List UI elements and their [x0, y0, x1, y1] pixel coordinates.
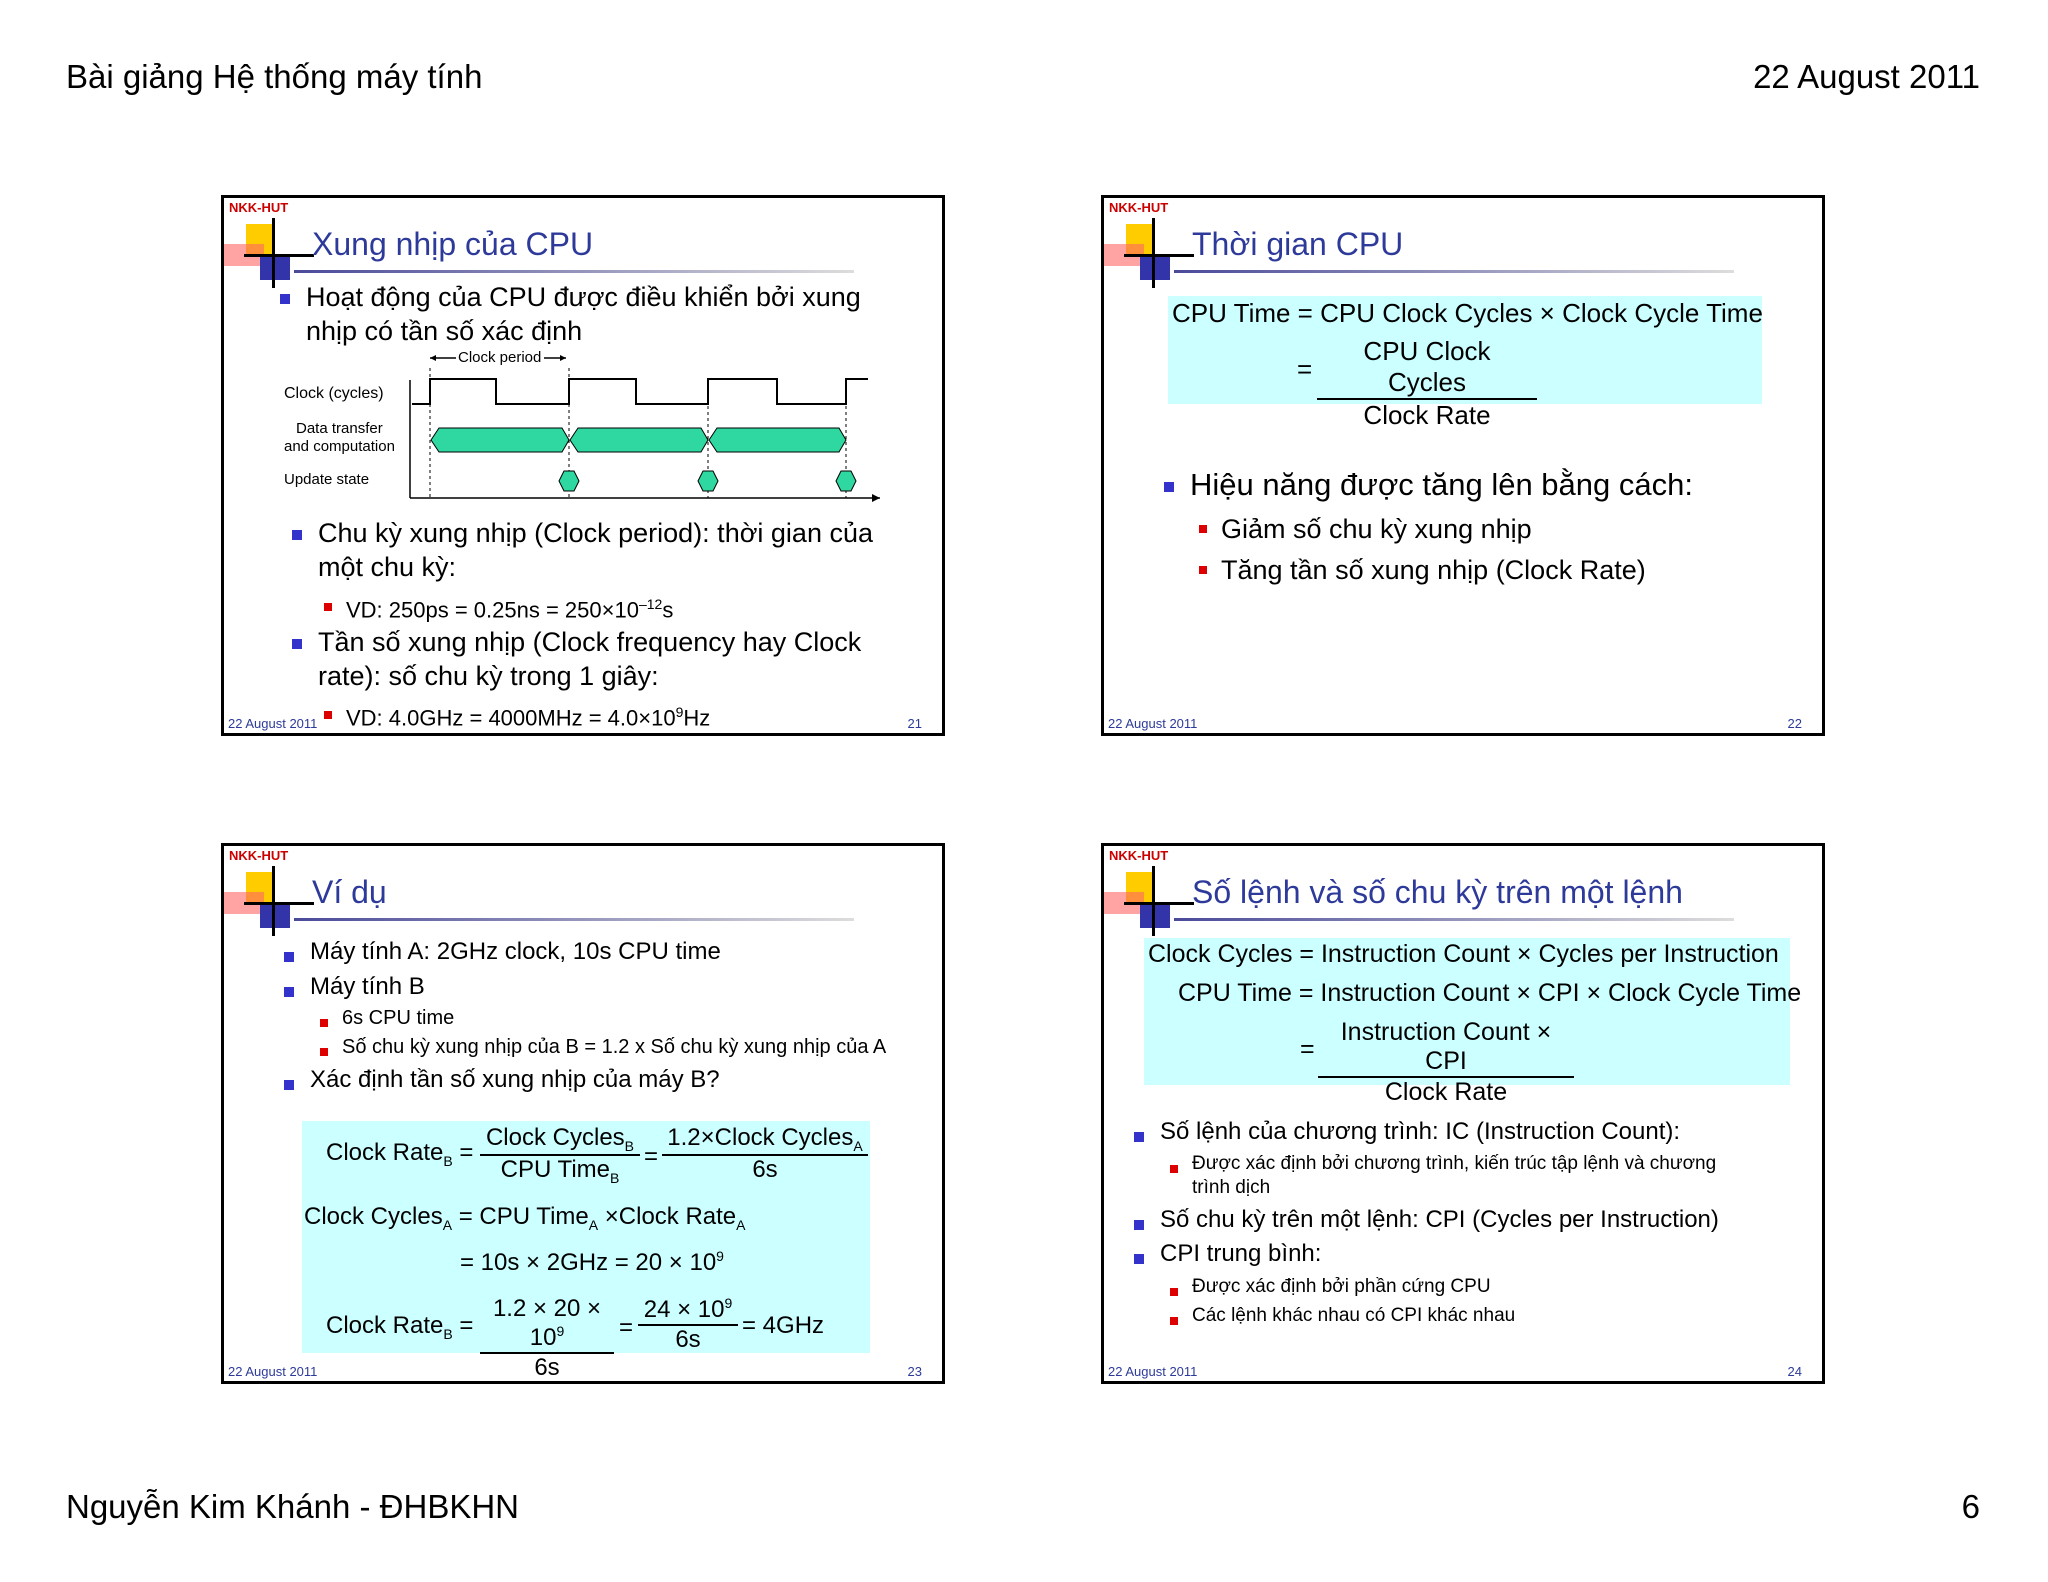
formula-cpu-time: CPU Time = CPU Clock Cycles × Clock Cycle Time: [1172, 298, 1763, 328]
sub-bullet-ic-detail: Được xác định bởi chương trình, kiến trúc tập lệnh và chương trình dịch: [1192, 1153, 1717, 1198]
sub-bullet-cpi-hardware: Được xác định bởi phần cứng CPU: [1192, 1276, 1491, 1297]
page-header-title: Bài giảng Hệ thống máy tính: [66, 58, 483, 95]
slide-decoration-icon: [224, 866, 319, 936]
sub-bullet-cpi-different: Các lệnh khác nhau có CPI khác nhau: [1192, 1305, 1516, 1326]
data-row-label-1: Data transfer: [296, 420, 383, 437]
bullet-clock-rate: Tần số xung nhịp (Clock frequency hay Clock rate): số chu kỳ trong 1 giây:: [318, 627, 862, 691]
logo: NKK-HUT: [229, 848, 289, 863]
bullet-ic: Số lệnh của chương trình: IC (Instruction Count):: [1160, 1118, 1681, 1145]
slide-decoration-icon: [1104, 866, 1199, 936]
sub-bullet-b-time: 6s CPU time: [342, 1007, 455, 1029]
bullet-machine-a: Máy tính A: 2GHz clock, 10s CPU time: [310, 938, 721, 965]
slide-title: Số lệnh và số chu kỳ trên một lệnh: [1192, 874, 1683, 910]
slide-date: 22 August 2011: [228, 716, 318, 731]
eq4-equals: =: [619, 1314, 634, 1341]
slide-23: [221, 843, 945, 1384]
eq2: Clock Cycles$_A$ = CPU Time$_A$ ×Clock Rate$_A$: [304, 1203, 746, 1233]
eq1-equals: =: [644, 1143, 659, 1170]
formula-fraction: Instruction Count × CPI Clock Rate: [1318, 1018, 1574, 1107]
slide-22: [1101, 195, 1825, 736]
slide-decoration-icon: [1104, 218, 1199, 288]
slide-date: 22 August 2011: [1108, 716, 1198, 731]
formula-equals: =: [1297, 354, 1313, 384]
slide-decoration-icon: [224, 218, 319, 288]
eq1-frac1: Clock Cycles$_B$ CPU Time$_B$: [480, 1124, 640, 1186]
sub-bullet-rate-example: VD: $4.0GHz = 4000MHz = 4.0\times 10^9Hz$: [346, 698, 710, 732]
bullet-cpi: Số chu kỳ trên một lệnh: CPI (Cycles per Instruction): [1160, 1206, 1719, 1233]
slide-date: 22 August 2011: [228, 1364, 318, 1379]
formula-clock-cycles: Clock Cycles = Instruction Count × Cycles per Instruction: [1148, 940, 1779, 968]
bullet-question: Xác định tần số xung nhịp của máy B?: [310, 1066, 720, 1093]
slide-number: 22: [1787, 716, 1802, 731]
slide-date: 22 August 2011: [1108, 1364, 1198, 1379]
logo: NKK-HUT: [1109, 848, 1169, 863]
slide-number: 21: [907, 716, 922, 731]
eq1-frac2: 1.2×Clock Cycles$_A$ 6s: [662, 1124, 868, 1184]
sub-bullet-increase-rate: Tăng tần số xung nhịp (Clock Rate): [1221, 555, 1646, 585]
bullet-clock-period: Chu kỳ xung nhịp (Clock period): thời gian của một chu kỳ:: [318, 518, 873, 582]
formula-equals: =: [1300, 1035, 1315, 1063]
update-row-label: Update state: [284, 471, 370, 488]
eq3: = $10s \times 2GHz = 20 \times 10^9$: [460, 1248, 724, 1276]
formula-fraction: CPU Clock Cycles Clock Rate: [1317, 336, 1537, 431]
title-underline: [294, 270, 854, 273]
slide-number: 23: [907, 1364, 922, 1379]
data-row-label-2: and computation: [284, 438, 395, 455]
logo: NKK-HUT: [229, 200, 289, 215]
eq4-result: = 4GHz: [742, 1312, 825, 1339]
sub-bullet-reduce-cycles: Giảm số chu kỳ xung nhịp: [1221, 514, 1532, 544]
logo: NKK-HUT: [1109, 200, 1169, 215]
title-underline: [1174, 270, 1734, 273]
page-header-date: 22 August 2011: [1753, 58, 1980, 95]
title-underline: [1174, 918, 1734, 921]
eq4-frac1: $\frac{1.2 \times 20 \times 10^9}{6s}$: [480, 1295, 614, 1382]
slide-21: [221, 195, 945, 736]
clock-row-label: Clock (cycles): [284, 385, 384, 402]
title-underline: [294, 918, 854, 921]
slide-24: [1101, 843, 1825, 1384]
clock-period-label: Clock period: [458, 349, 542, 366]
bullet-avg-cpi: CPI trung bình:: [1160, 1240, 1322, 1267]
bullet-performance: Hiệu năng được tăng lên bằng cách:: [1190, 467, 1693, 502]
sub-bullet-b-cycles: Số chu kỳ xung nhịp của B = 1.2 x Số chu kỳ xung nhịp của A: [342, 1036, 887, 1058]
eq4-lhs: Clock Rate$_B$ =: [326, 1312, 474, 1342]
sub-bullet-period-example: VD: $250ps = 0.25ns = 250\times 10^{-12}s$: [346, 590, 673, 624]
formula-cpu-time: CPU Time = Instruction Count × CPI × Clock Cycle Time: [1178, 979, 1802, 1007]
slide-title: Xung nhịp của CPU: [312, 226, 594, 262]
bullet-machine-b: Máy tính B: [310, 973, 425, 1000]
bullet-intro: Hoạt động của CPU được điều khiển bởi xung nhịp có tần số xác định: [306, 282, 861, 346]
slide-number: 24: [1787, 1364, 1802, 1379]
page-footer-author: Nguyễn Kim Khánh - ĐHBKHN: [66, 1488, 520, 1525]
eq4-frac2: $\frac{24 \times 10^9}{6s}$: [638, 1295, 738, 1354]
slide-title: Ví dụ: [312, 874, 387, 910]
eq1-lhs: Clock Rate$_B$ =: [326, 1139, 474, 1169]
slide-title: Thời gian CPU: [1192, 226, 1404, 262]
clock-diagram: [224, 348, 945, 508]
page-footer-number: 6: [1961, 1488, 1980, 1525]
